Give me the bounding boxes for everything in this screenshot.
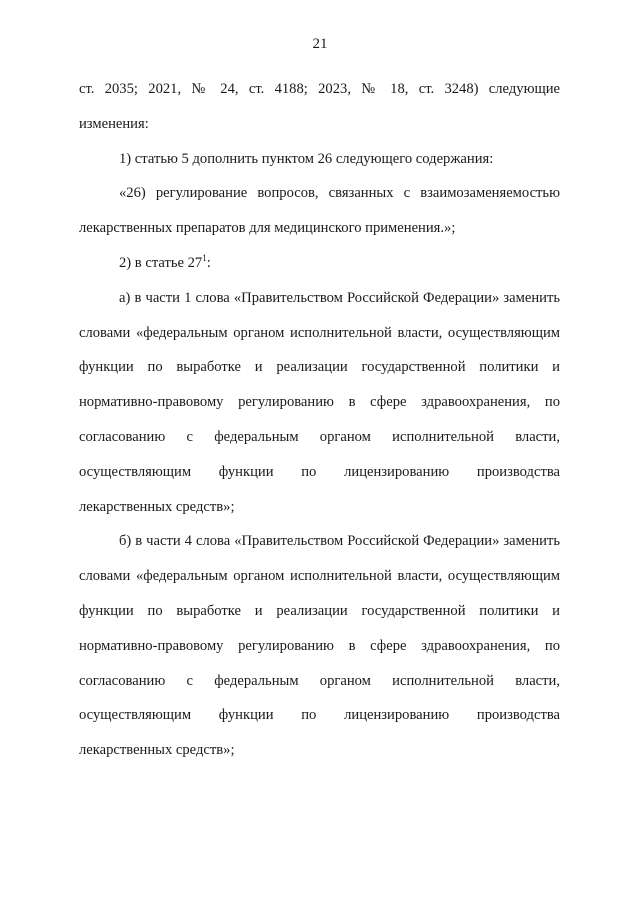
article-superscript: 1 [202,252,207,263]
paragraph-subitem-b: б) в части 4 слова «Правительством Российской Федерации» заменить словами «федеральным органом исполнительной власти, осуществляющим функции по выработке и реализации государственной политики и нормативно-правовому регулированию в сфере здравоохранения, по согласованию с федеральным органом исполнительной власти, осуществляющим функции по лицензированию производства лекарственных средств»; [79,533,560,759]
page-number: 21 [312,36,328,52]
paragraph-item-2-text: 2) в статье 27 [119,254,203,271]
paragraph-item-1: 1) статью 5 дополнить пунктом 26 следующего содержания: [119,150,494,167]
paragraph-item-2 [79,246,560,281]
paragraph-continuation: ст. 2035; 2021, № 24, ст. 4188; 2023, № 18, ст. 3248) следующие изменения: [79,81,560,132]
paragraph-item-26-quote: «26) регулирование вопросов, связанных с взаимозаменяемостью лекарственных препаратов для медицинского применения.»; [79,185,560,237]
paragraph-subitem-a: а) в части 1 слова «Правительством Российской Федерации» заменить словами «федеральным органом исполнительной власти, осуществляющим функции по выработке и реализации государственной политики и нормативно-правовому регулированию в сфере здравоохранения, по согласованию с федеральным органом исполнительной власти, осуществляющим функции по лицензированию производства лекарственных средств»; [79,289,560,515]
document-body [79,72,560,768]
paragraph-item-2-colon: : [206,254,211,271]
